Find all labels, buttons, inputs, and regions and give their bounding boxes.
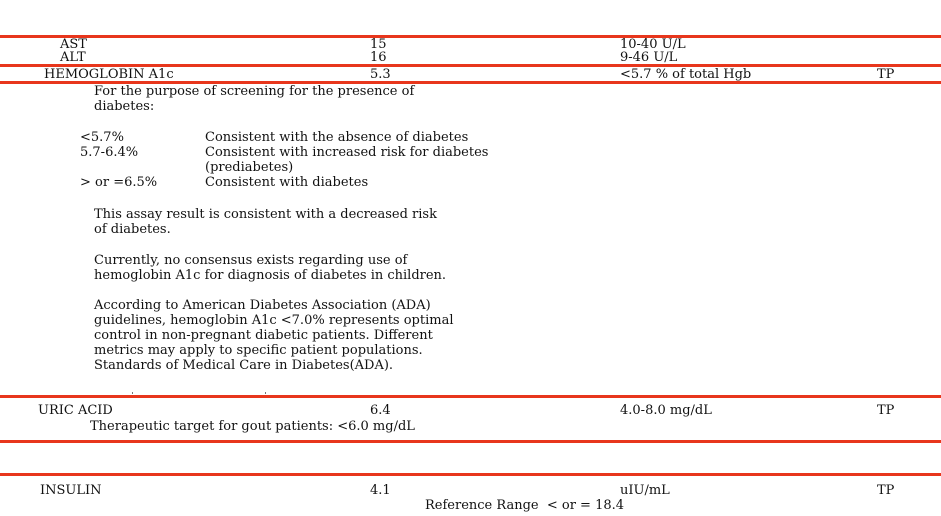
test-name: HEMOGLOBIN A1c bbox=[44, 67, 174, 82]
test-name: INSULIN bbox=[40, 483, 102, 498]
level-text: Consistent with increased risk for diabetes bbox=[205, 145, 489, 160]
comment-line: guidelines, hemoglobin A1c <7.0% represents optimal bbox=[94, 313, 454, 328]
level-cut: 5.7-6.4% bbox=[80, 145, 139, 160]
comment-line: control in non-pregnant diabetic patients. Different bbox=[94, 328, 433, 343]
comment-line: metrics may apply to specific patient populations. bbox=[94, 343, 423, 358]
test-value: 4.1 bbox=[370, 483, 391, 498]
scan-mark bbox=[132, 392, 133, 394]
level-text: Consistent with diabetes bbox=[205, 175, 369, 190]
level-cut: > or =6.5% bbox=[80, 175, 158, 190]
reference-range: 10-40 U/L bbox=[620, 37, 686, 52]
units: uIU/mL bbox=[620, 483, 670, 498]
performing-lab: TP bbox=[877, 403, 895, 418]
comment-line: hemoglobin A1c for diagnosis of diabetes in children. bbox=[94, 268, 447, 283]
highlight-line bbox=[0, 473, 941, 476]
test-value: 16 bbox=[370, 50, 387, 65]
level-cut: <5.7% bbox=[80, 130, 124, 145]
reference-range: <5.7 % of total Hgb bbox=[620, 67, 752, 82]
test-value: 6.4 bbox=[370, 403, 391, 418]
test-name: ALT bbox=[60, 50, 86, 65]
comment-line: Standards of Medical Care in Diabetes(ADA). bbox=[94, 358, 394, 373]
highlight-line bbox=[0, 440, 941, 443]
comment-line: This assay result is consistent with a decreased risk bbox=[94, 207, 437, 222]
test-value: 5.3 bbox=[370, 67, 391, 82]
performing-lab: TP bbox=[877, 483, 895, 498]
comment-line: For the purpose of screening for the presence of bbox=[94, 84, 415, 99]
highlight-line bbox=[0, 35, 941, 38]
test-name: URIC ACID bbox=[38, 403, 113, 418]
comment-line: According to American Diabetes Association (ADA) bbox=[94, 298, 431, 313]
performing-lab: TP bbox=[877, 67, 895, 82]
test-name: AST bbox=[60, 37, 87, 52]
level-text: Consistent with the absence of diabetes bbox=[205, 130, 469, 145]
reference-range: 4.0-8.0 mg/dL bbox=[620, 403, 712, 418]
comment-line: diabetes: bbox=[94, 99, 155, 114]
insulin-reference-range: Reference Range < or = 18.4 bbox=[425, 498, 625, 513]
test-value: 15 bbox=[370, 37, 387, 52]
reference-range: 9-46 U/L bbox=[620, 50, 678, 65]
level-text: (prediabetes) bbox=[205, 160, 294, 175]
scan-mark bbox=[265, 392, 266, 394]
comment-line: of diabetes. bbox=[94, 222, 171, 237]
comment-line: Currently, no consensus exists regarding use of bbox=[94, 253, 408, 268]
uric-acid-note: Therapeutic target for gout patients: <6.0 mg/dL bbox=[90, 419, 415, 434]
highlight-line bbox=[0, 395, 941, 398]
